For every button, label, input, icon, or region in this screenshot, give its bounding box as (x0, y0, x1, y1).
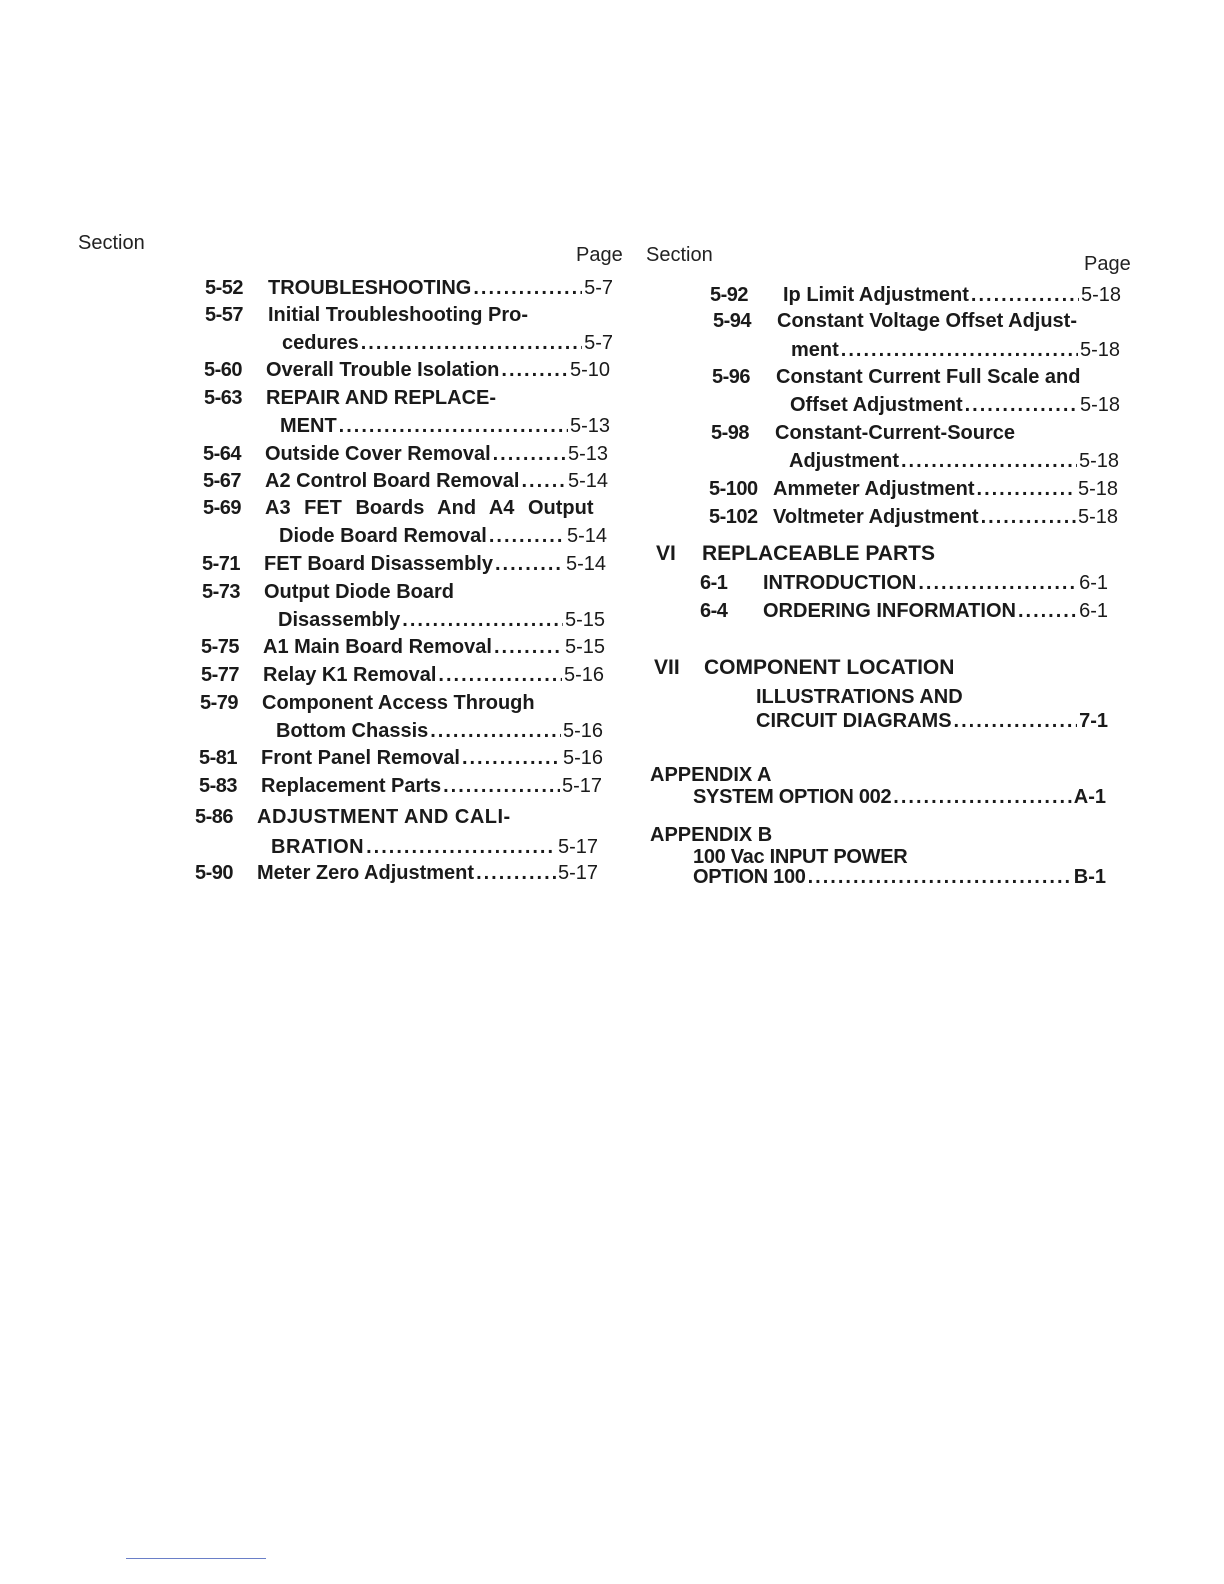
entry-title: Ip Limit Adjustment (783, 284, 969, 306)
entry-number: 5-71 (202, 553, 241, 575)
left-page-label: Page (576, 244, 623, 266)
entry-title: FET Board Disassembly (264, 553, 493, 575)
entry-title-continued: Adjustment (789, 450, 899, 472)
entry-page: 6-1 (1079, 572, 1108, 594)
entry-page: 5-17 (557, 862, 598, 884)
entry-title-continued: Diode Board Removal (279, 525, 487, 547)
dot-leader (494, 634, 563, 660)
toc-entry[interactable] (710, 282, 1130, 310)
entry-number: 5-77 (201, 664, 240, 686)
entry-title: ILLUSTRATIONS AND (756, 686, 963, 708)
dot-leader (462, 745, 561, 771)
entry-title-continued: MENT (280, 415, 337, 437)
dot-leader (971, 282, 1079, 308)
entry-page: 5-18 (1078, 450, 1119, 472)
dot-leader (361, 330, 582, 356)
entry-number: 5-83 (199, 775, 238, 797)
dot-leader (476, 860, 556, 886)
dot-leader (954, 708, 1078, 734)
entry-number: 5-75 (201, 636, 240, 658)
entry-number: 5-63 (204, 387, 243, 409)
dot-leader (366, 834, 556, 860)
toc-entry[interactable] (693, 844, 1113, 894)
entry-title: Voltmeter Adjustment (773, 506, 979, 528)
dot-leader (495, 551, 564, 577)
entry-title-continued: CIRCUIT DIAGRAMS (756, 710, 952, 732)
entry-title: TROUBLESHOOTING (268, 277, 472, 299)
entry-page: 5-15 (564, 636, 605, 658)
entry-title: SYSTEM OPTION 002 (693, 786, 892, 808)
toc-entry[interactable] (693, 784, 1113, 812)
entry-title: A2 Control Board Removal (265, 470, 520, 492)
entry-title: Meter Zero Adjustment (257, 862, 475, 884)
entry-page: 5-15 (564, 609, 605, 631)
entry-number: 5-64 (203, 443, 242, 465)
entry-title: Front Panel Removal (261, 747, 460, 769)
right-section-label: Section (646, 244, 713, 266)
toc-entry[interactable] (205, 275, 615, 303)
dot-leader (443, 773, 560, 799)
entry-page: 5-7 (584, 332, 613, 354)
section-title: COMPONENT LOCATION (704, 656, 955, 679)
entry-page: 5-14 (565, 553, 606, 575)
entry-title-continued: cedures (282, 332, 359, 354)
entry-title-continued: Bottom Chassis (276, 720, 429, 742)
entry-title: ORDERING INFORMATION (763, 600, 1016, 622)
left-section-label: Section (78, 232, 145, 254)
entry-title: Ammeter Adjustment (773, 478, 975, 500)
entry-page: 5-18 (1077, 506, 1118, 528)
entry-number: 5-94 (713, 310, 752, 332)
entry-page: 5-14 (566, 525, 607, 547)
toc-entry[interactable] (200, 690, 610, 746)
entry-title: Constant Voltage Offset Adjust- (777, 310, 1077, 332)
toc-entry[interactable] (195, 860, 605, 888)
entry-page: B-1 (1073, 866, 1106, 888)
toc-entry[interactable] (204, 357, 614, 385)
dot-leader (1018, 598, 1077, 624)
dot-leader (489, 523, 565, 549)
dot-leader (402, 607, 563, 633)
entry-number: 5-96 (712, 366, 751, 388)
dot-leader (339, 413, 568, 439)
dot-leader (965, 392, 1078, 418)
entry-title: A3 FET Boards And A4 Output (265, 497, 594, 519)
entry-title: Output Diode Board (264, 581, 454, 603)
entry-number: 5-100 (709, 478, 758, 500)
entry-number: 5-102 (709, 506, 758, 528)
entry-number: 5-90 (195, 862, 234, 884)
toc-entry[interactable] (709, 504, 1129, 532)
dot-leader (808, 864, 1072, 890)
dot-leader (981, 504, 1076, 530)
entry-number: 5-60 (204, 359, 243, 381)
entry-title-continued: BRATION (271, 836, 365, 858)
toc-entry[interactable] (700, 570, 1120, 598)
entry-page: 5-17 (561, 775, 602, 797)
toc-entry[interactable] (204, 385, 614, 441)
entry-title: Constant Current Full Scale and (776, 366, 1081, 388)
dot-leader (430, 718, 561, 744)
dot-leader (438, 662, 562, 688)
toc-entry[interactable] (203, 495, 613, 551)
toc-entry[interactable] (199, 773, 609, 801)
entry-page: 5-16 (563, 664, 604, 686)
dot-leader (501, 357, 568, 383)
entry-number: 5-57 (205, 304, 244, 326)
section-number: VI (656, 542, 676, 565)
entry-title: ADJUSTMENT AND CALI- (257, 806, 511, 828)
dot-leader (893, 784, 1071, 810)
appendix-a-heading[interactable]: APPENDIX A (650, 764, 772, 786)
entry-number: 5-69 (203, 497, 242, 519)
toc-entry[interactable] (713, 308, 1133, 364)
toc-entry[interactable] (199, 745, 609, 773)
section-title: REPLACEABLE PARTS (702, 542, 935, 565)
dot-leader (901, 448, 1077, 474)
entry-number: 6-4 (700, 600, 728, 622)
toc-entry[interactable] (202, 579, 612, 635)
entry-page: 5-17 (557, 836, 598, 858)
entry-page: 5-16 (562, 720, 603, 742)
entry-number: 5-52 (205, 277, 244, 299)
right-page-label: Page (1084, 253, 1131, 275)
entry-number: 5-79 (200, 692, 239, 714)
entry-number: 5-86 (195, 806, 234, 828)
entry-title: Constant-Current-Source (775, 422, 1016, 444)
entry-title: Replacement Parts (261, 775, 442, 797)
entry-title-continued: ment (791, 339, 839, 361)
entry-number: 6-1 (700, 572, 728, 594)
toc-entry[interactable] (712, 364, 1132, 420)
entry-title: Initial Troubleshooting Pro- (268, 304, 528, 326)
toc-entry[interactable] (203, 441, 613, 469)
entry-title: REPAIR AND REPLACE- (266, 387, 497, 409)
toc-entry[interactable] (202, 551, 612, 579)
appendix-b-heading[interactable]: APPENDIX B (650, 824, 773, 846)
scan-artifact-line (126, 1558, 266, 1559)
entry-page: 5-14 (567, 470, 608, 492)
entry-number: 5-73 (202, 581, 241, 603)
entry-title: 100 Vac INPUT POWER (693, 846, 908, 868)
entry-page: 5-7 (584, 277, 613, 299)
toc-entry[interactable] (711, 420, 1131, 476)
entry-title: Relay K1 Removal (263, 664, 437, 686)
section-number: VII (654, 656, 680, 679)
toc-entry[interactable] (201, 634, 611, 662)
entry-page: 5-16 (562, 747, 603, 769)
entry-number: 5-98 (711, 422, 750, 444)
dot-leader (841, 337, 1078, 363)
entry-title: Overall Trouble Isolation (266, 359, 500, 381)
toc-entry[interactable] (201, 662, 611, 690)
entry-page: 5-18 (1079, 339, 1120, 361)
entry-title: A1 Main Board Removal (263, 636, 492, 658)
entry-number: 5-92 (710, 284, 749, 306)
toc-entry[interactable] (203, 468, 613, 496)
section-vi-heading[interactable] (656, 541, 935, 567)
entry-page: 5-13 (567, 443, 608, 465)
entry-page: 5-18 (1080, 284, 1121, 306)
entry-title: INTRODUCTION (763, 572, 917, 594)
dot-leader (977, 476, 1076, 502)
dot-leader (918, 570, 1077, 596)
entry-page: A-1 (1073, 786, 1106, 808)
entry-title-continued: OPTION 100 (693, 866, 806, 888)
entry-page: 7-1 (1079, 710, 1108, 732)
toc-entry[interactable] (205, 302, 615, 358)
entry-page: 5-18 (1079, 394, 1120, 416)
dot-leader (493, 441, 566, 467)
dot-leader (473, 275, 582, 301)
entry-page: 5-13 (569, 415, 610, 437)
toc-entry[interactable] (195, 804, 605, 860)
section-vii-heading[interactable] (654, 655, 955, 681)
entry-page: 5-18 (1077, 478, 1118, 500)
entry-title-continued: Offset Adjustment (790, 394, 963, 416)
entry-page: 5-10 (569, 359, 610, 381)
entry-number: 5-67 (203, 470, 242, 492)
dot-leader (521, 468, 565, 494)
toc-entry[interactable] (700, 598, 1120, 626)
entry-title: Outside Cover Removal (265, 443, 491, 465)
entry-number: 5-81 (199, 747, 238, 769)
entry-page: 6-1 (1079, 600, 1108, 622)
toc-entry[interactable] (756, 684, 1116, 738)
entry-title: Component Access Through (262, 692, 535, 714)
entry-title-continued: Disassembly (278, 609, 401, 631)
toc-entry[interactable] (709, 476, 1129, 504)
